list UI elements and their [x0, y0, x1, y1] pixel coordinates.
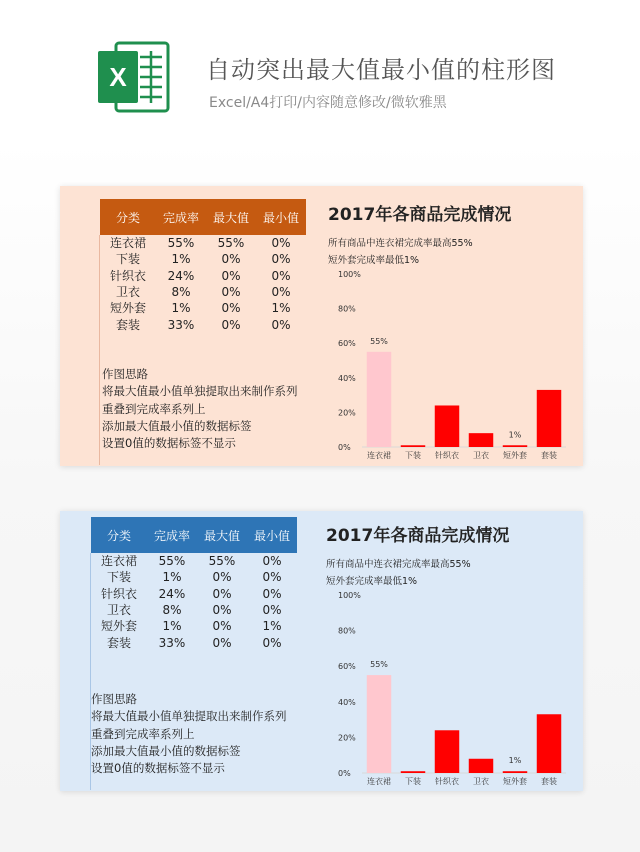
note-line: 作图思路 — [102, 367, 148, 381]
note-line: 添加最大值最小值的数据标签 — [102, 418, 252, 433]
bar-连衣裙 — [367, 352, 391, 447]
note-line: 设置0值的数据标签不显示 — [102, 436, 236, 451]
y-tick-label: 80% — [338, 626, 356, 636]
table-cell: 0% — [271, 317, 291, 332]
chart-notes — [328, 235, 473, 269]
bar-短外套 — [503, 771, 527, 773]
data-label: 1% — [508, 756, 522, 766]
bar-短外套 — [503, 445, 527, 447]
note-line: 将最大值最小值单独提取出来制作系列 — [102, 384, 298, 399]
table-cell: 0% — [271, 236, 291, 251]
document-title: 自动突出最大值最小值的柱形图 — [206, 56, 556, 84]
bar-套装 — [537, 714, 561, 773]
chart-note-line: 短外套完成率最低1% — [328, 255, 420, 266]
note-line: 添加最大值最小值的数据标签 — [91, 743, 241, 758]
table-cell: 针织衣 — [109, 268, 146, 283]
table-cell: 0% — [221, 285, 241, 300]
table-row — [91, 634, 297, 650]
y-tick-label: 0% — [338, 443, 351, 452]
x-tick-label: 卫衣 — [473, 777, 489, 786]
table-cell: 1% — [162, 570, 182, 585]
table-row — [100, 268, 306, 284]
bar-下装 — [401, 445, 425, 447]
table-cell: 套装 — [106, 635, 131, 650]
table-cell: 1% — [171, 301, 191, 316]
table-cell: 1% — [271, 301, 291, 316]
table-row — [91, 586, 297, 602]
table-cell: 55% — [167, 236, 195, 251]
method-notes — [91, 691, 287, 777]
table-cell: 1% — [262, 619, 282, 634]
table-cell: 0% — [212, 570, 232, 585]
table-cell: 连衣裙 — [100, 554, 137, 569]
data-table — [91, 517, 297, 651]
table-cell: 24% — [158, 586, 186, 601]
table-cell: 0% — [221, 268, 241, 283]
bar-针织衣 — [435, 730, 459, 773]
bar-卫衣 — [469, 433, 493, 447]
y-tick-label: 40% — [338, 697, 356, 707]
note-line: 作图思路 — [91, 692, 137, 706]
table-cell: 24% — [167, 268, 195, 283]
table-row — [91, 553, 297, 569]
orange-chart-panel — [60, 186, 583, 466]
table-row — [91, 569, 297, 585]
bar-针织衣 — [435, 405, 459, 447]
blue-chart-panel — [60, 511, 583, 791]
x-tick-label: 连衣裙 — [367, 451, 391, 460]
y-tick-label: 100% — [338, 591, 361, 600]
table-cell: 1% — [171, 252, 191, 267]
table-cell: 短外套 — [109, 301, 146, 316]
table-cell: 0% — [262, 554, 282, 569]
x-tick-label: 卫衣 — [473, 451, 489, 460]
x-tick-label: 针织衣 — [435, 777, 459, 786]
table-row — [91, 602, 297, 618]
table-cell: 卫衣 — [115, 285, 140, 300]
col-header: 完成率 — [147, 517, 197, 553]
table-row — [91, 618, 297, 634]
x-tick-label: 针织衣 — [435, 451, 459, 460]
table-cell: 0% — [212, 586, 232, 601]
excel-logo-icon — [96, 39, 172, 115]
table-cell: 针织衣 — [100, 586, 137, 601]
col-header: 完成率 — [156, 199, 206, 235]
chart-title: 2017年各商品完成情况 — [326, 526, 510, 546]
table-cell: 0% — [221, 301, 241, 316]
table-cell: 55% — [208, 554, 236, 569]
x-tick-label: 连衣裙 — [367, 777, 391, 786]
col-header: 分类 — [100, 199, 156, 235]
table-row — [100, 251, 306, 267]
table-cell: 8% — [162, 603, 182, 618]
table-cell: 下装 — [115, 252, 140, 267]
table-cell: 0% — [221, 252, 241, 267]
x-tick-label: 套装 — [541, 451, 557, 460]
bar-chart — [322, 589, 572, 789]
table-cell: 0% — [212, 603, 232, 618]
chart-notes — [326, 556, 471, 590]
table-cell: 卫衣 — [106, 603, 131, 618]
x-tick-label: 短外套 — [503, 451, 527, 460]
table-cell: 0% — [212, 619, 232, 634]
col-header: 最小值 — [256, 199, 306, 235]
logo-letter: X — [109, 62, 127, 92]
table-cell: 0% — [262, 635, 282, 650]
bar-chart — [322, 268, 572, 463]
table-cell: 0% — [262, 586, 282, 601]
chart-note-line: 所有商品中连衣裙完成率最高55% — [328, 238, 473, 249]
table-cell: 0% — [271, 268, 291, 283]
note-line: 设置0值的数据标签不显示 — [91, 761, 225, 776]
data-label: 1% — [508, 430, 522, 440]
table-row — [100, 316, 306, 332]
note-line: 重叠到完成率系列上 — [102, 401, 206, 416]
table-cell: 0% — [271, 285, 291, 300]
x-tick-label: 下装 — [405, 451, 421, 460]
data-label: 55% — [370, 336, 388, 346]
col-header: 最大值 — [197, 517, 247, 553]
x-tick-label: 短外套 — [503, 777, 527, 786]
table-cell: 0% — [221, 317, 241, 332]
table-cell: 55% — [158, 554, 186, 569]
x-tick-label: 套装 — [541, 777, 557, 786]
y-tick-label: 40% — [338, 373, 356, 383]
bar-套装 — [537, 390, 561, 447]
table-row — [100, 284, 306, 300]
y-tick-label: 60% — [338, 339, 356, 349]
table-cell: 33% — [158, 635, 186, 650]
chart-note-line: 短外套完成率最低1% — [326, 576, 418, 587]
data-table — [100, 199, 306, 333]
col-header: 最大值 — [206, 199, 256, 235]
table-cell: 0% — [271, 252, 291, 267]
table-cell: 0% — [212, 635, 232, 650]
table-cell: 0% — [262, 603, 282, 618]
y-tick-label: 20% — [338, 408, 356, 418]
data-label: 55% — [370, 660, 388, 670]
col-header: 分类 — [91, 517, 147, 553]
y-tick-label: 80% — [338, 304, 356, 314]
bar-卫衣 — [469, 759, 493, 773]
bar-下装 — [401, 771, 425, 773]
chart-title: 2017年各商品完成情况 — [328, 205, 512, 225]
document-subtitle: Excel/A4打印/内容随意修改/微软雅黑 — [209, 95, 447, 111]
method-notes — [102, 366, 298, 452]
y-tick-label: 100% — [338, 270, 361, 279]
table-cell: 短外套 — [100, 619, 137, 634]
x-tick-label: 下装 — [405, 777, 421, 786]
note-line: 将最大值最小值单独提取出来制作系列 — [91, 709, 287, 724]
note-line: 重叠到完成率系列上 — [91, 726, 195, 741]
table-cell: 下装 — [106, 570, 131, 585]
y-tick-label: 20% — [338, 733, 356, 743]
table-row — [100, 300, 306, 316]
y-tick-label: 60% — [338, 662, 356, 672]
table-cell: 连衣裙 — [109, 236, 146, 251]
table-cell: 55% — [217, 236, 245, 251]
table-row — [100, 235, 306, 251]
divider-line — [99, 235, 100, 465]
table-cell: 1% — [162, 619, 182, 634]
col-header: 最小值 — [247, 517, 297, 553]
bar-连衣裙 — [367, 675, 391, 773]
y-tick-label: 0% — [338, 769, 351, 778]
table-cell: 8% — [171, 285, 191, 300]
table-cell: 套装 — [115, 317, 140, 332]
table-cell: 33% — [167, 317, 195, 332]
table-cell: 0% — [262, 570, 282, 585]
chart-note-line: 所有商品中连衣裙完成率最高55% — [326, 559, 471, 570]
